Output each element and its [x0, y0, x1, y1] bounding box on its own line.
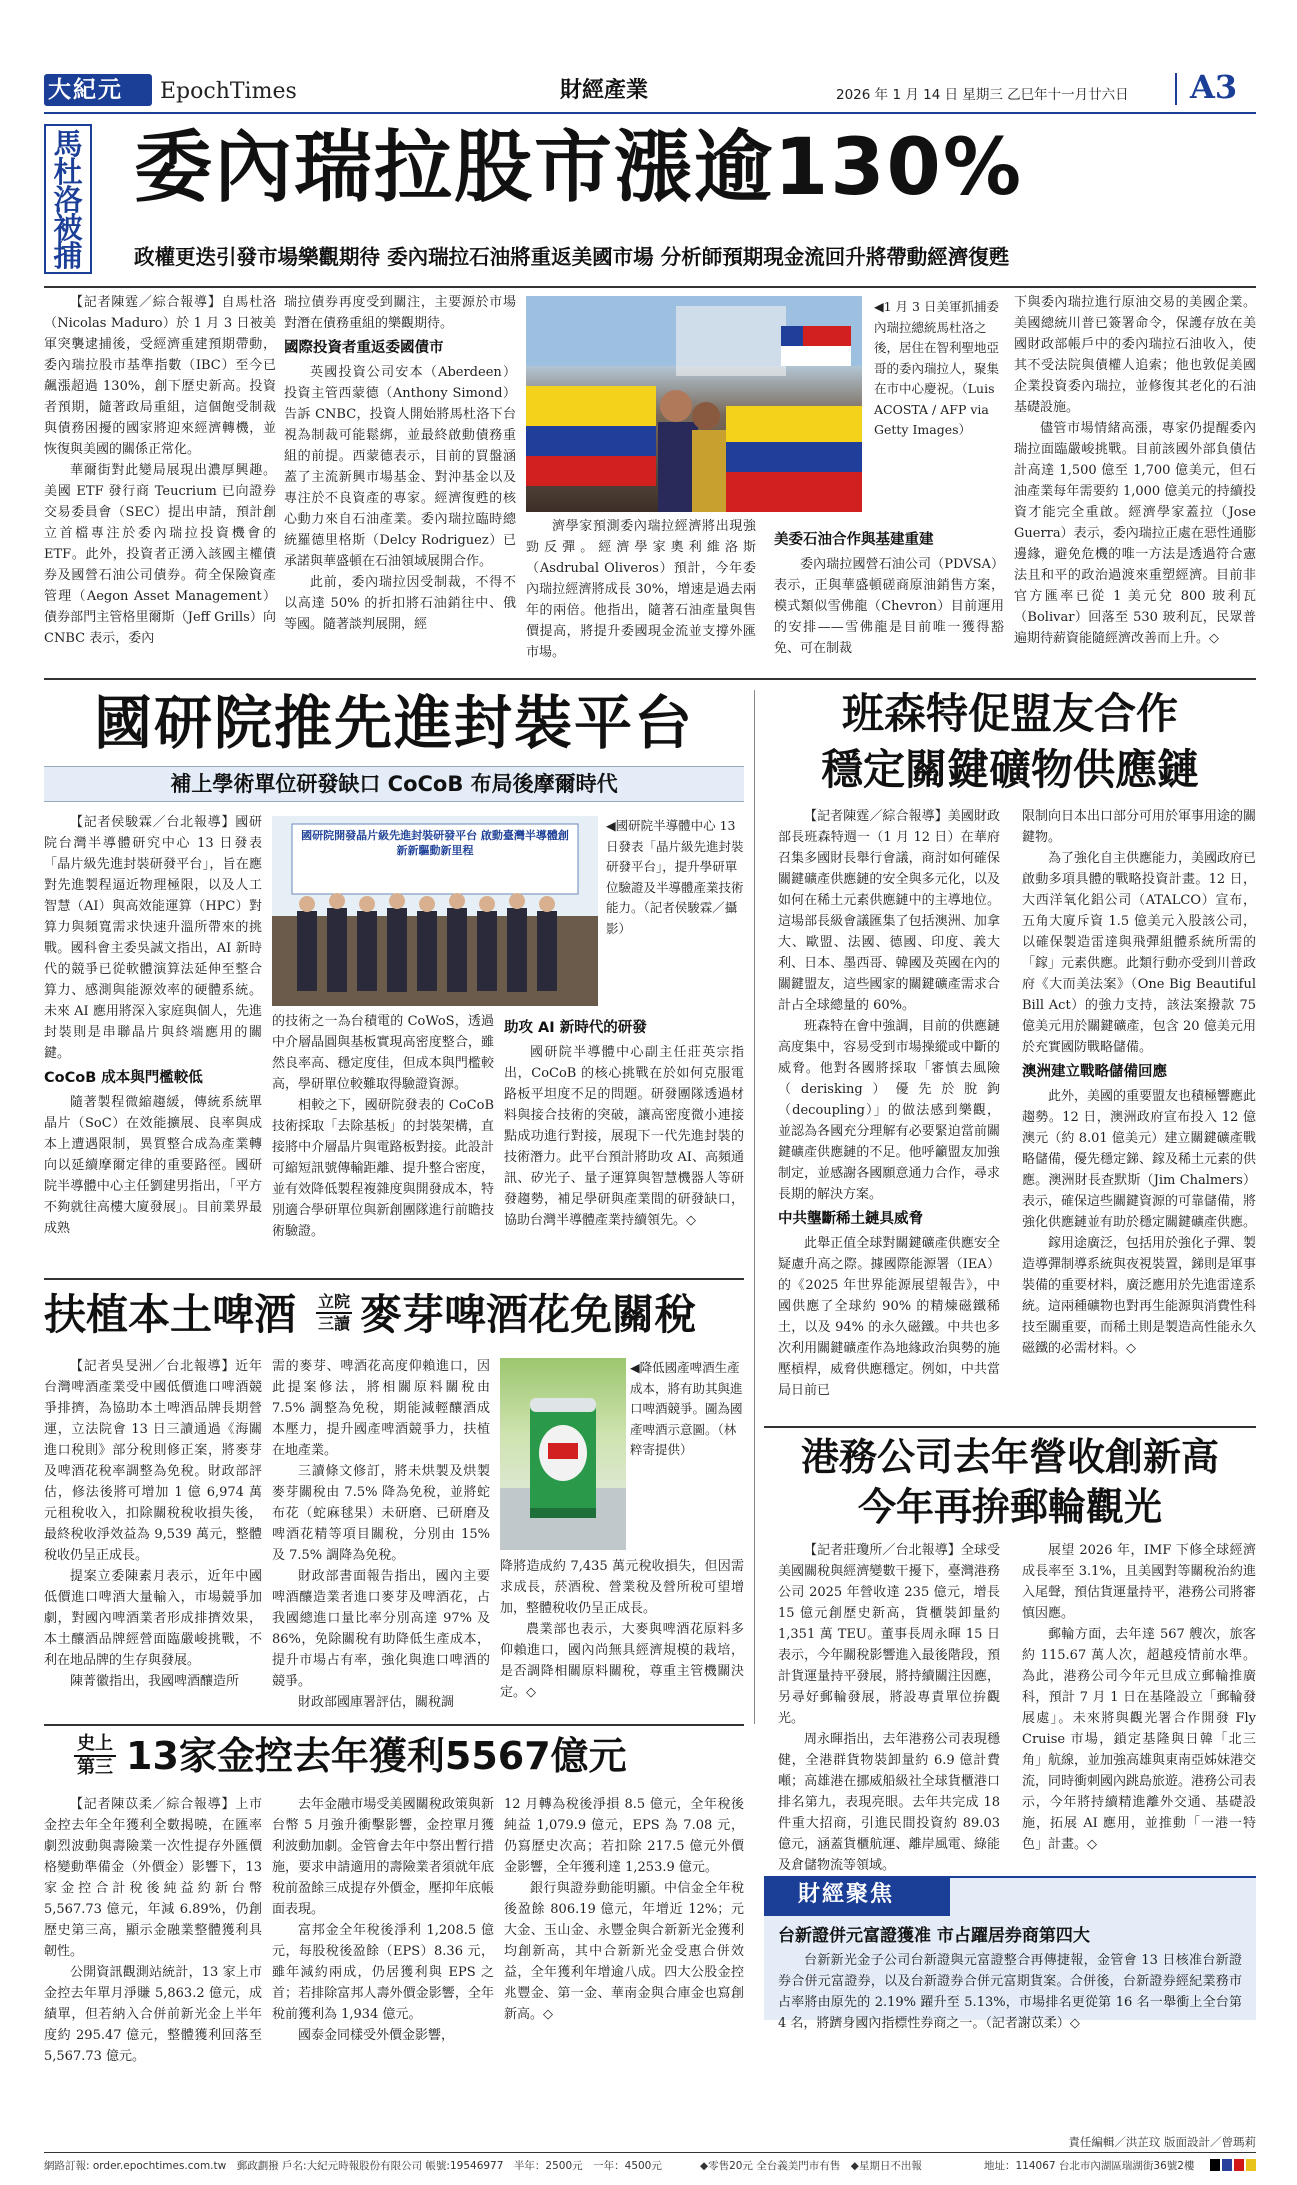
paragraph: 【記者陳霆／綜合報導】美國財政部長班森特週一（1 月 12 日）在華府召集多國財長舉行會議，商討如何確保關鍵礦產供應鏈的安全與多元化，以及如何在稀土元素供應鏈中的主導地位。這場部長級會議匯集了包括澳洲、加拿大、歐盟、法國、德國、印度、義大利、日本、墨西哥、韓國及英國在內的關鍵盟友，這些國家的關鍵礦產需求合計占全球總量的 60%。: [778, 809, 1000, 1013]
paragraph: 下與委內瑞拉進行原油交易的美國企業。美國總統川普已簽署命令，保護存放在美國財政部帳戶中的委內瑞拉石油收入，使其不受法院與債權人追索；他也敦促美國企業投資委內瑞拉，並修復其老化的石油基礎設施。: [1014, 295, 1256, 415]
story4-col1: [44, 1356, 262, 1692]
story3-headline-line1: 班森特促盟友合作: [841, 689, 1178, 738]
issue-date: 2026 年 1 月 14 日 星期三 乙巳年十一月廿六日: [836, 87, 1129, 103]
subhead: 助攻 AI 新時代的研發: [504, 1020, 647, 1036]
story1-caption: ◀1 月 3 日美軍抓捕委內瑞拉總統馬杜洛之後，居住在智利聖地亞哥的委內瑞拉人，聚集在市中心慶祝。（Luis ACOSTA / AFP via Getty Images）: [874, 299, 1000, 437]
story2-caption: ◀國研院半導體中心 13 日發表「晶片級先進封裝研發平台」，提升學研單位驗證及半導體產業技術能力。（記者侯駿霖／攝影）: [606, 818, 744, 936]
section-title: 財經產業: [560, 78, 649, 103]
section-rule: [44, 678, 1256, 680]
story5-headline-line2: 今年再拚郵輪觀光: [857, 1485, 1162, 1529]
story2-headline: 國研院推先進封裝平台: [93, 689, 694, 757]
paragraph: 財政部書面報告指出，國內主要啤酒釀造業者進口麥芽及啤酒花，占我國總進口量比率分別高達 97% 及 86%，免除關稅有助降低生產成本，提升市場占有率，強化與進口啤酒的競爭。: [272, 1569, 490, 1689]
beer-can-image: [500, 1358, 626, 1550]
paragraph: 【記者莊瓊所／台北報導】全球受美國關稅與經濟變數干擾下，臺灣港務公司 2025 年營收達 235 億元，增長 15 億元創歷史新高，貨櫃裝卸量約 1,351 萬 TEU。董事長周永暉 15 日表示，今年關稅影響進入最後階段，預計貨運量持平發展，將持續關注因應，另尋好郵輪發展，將設專責單位拚觀光。: [778, 1543, 1000, 1726]
paragraph: 隨著製程微縮趨緩，傳統系統單晶片（SoC）在效能擴展、良率與成本上遭遇限制，異質整合成為產業轉向以延續摩爾定律的重要路徑。國研院半導體中心主任劉建男指出，「平方不夠就往高樓大廈發展」。目前業界最成熟: [44, 1095, 262, 1236]
story1-col4: [774, 526, 1004, 659]
paragraph: 委內瑞拉國營石油公司（PDVSA）表示，正與華盛頓磋商原油銷售方案，模式類似雪佛龍（Chevron）目前運用的安排——雪佛龍是目前唯一獲得豁免、可在制裁: [774, 557, 1004, 656]
story1-col2: [284, 292, 516, 635]
subhead: 中共壟斷稀土鏈具威脅: [778, 1211, 923, 1227]
paragraph: 國研院半導體中心副主任莊英宗指出，CoCoB 的核心挑戰在於如何克服電路板平坦度不足的問題。研發團隊透過材料與接合技術的突破，讓高密度微小連接點成功進行對接，展現下一代先進封裝的技術潛力。此平台預計將助攻 AI、高頻通訊、矽光子、量子運算與智慧機器人等研發趨勢，補足學研與產業間的研發缺口，協助台灣半導體產業持續領先。◇: [504, 1045, 744, 1228]
story1-rule: [44, 286, 1256, 288]
venezuela-rally-image: [526, 296, 862, 512]
story2-col3: [504, 1014, 744, 1231]
paragraph: 【記者吳旻洲／台北報導】近年台灣啤酒產業受中國低價進口啤酒競爭排擠，為協助本土啤酒品牌長期營運，立法院會 13 日三讀通過《海關進口稅則》部分稅則修正案，將麥芽及啤酒花稅率調整為免稅。財政部評估，修法後將可增加 1 億 6,974 萬元租稅收入，扣除關稅稅收損失後，最終稅收淨效益為 9,539 萬元，整體稅收仍呈正成長。: [44, 1359, 262, 1563]
paragraph: 【記者陳霆／綜合報導】自馬杜洛（Nicolas Maduro）於 1 月 3 日被美軍突襲逮捕後，受經濟重建預期帶動，委內瑞拉股市基準指數（IBC）至今已飆漲超過 130%，創下歷史新高。投資者預期，隨著政局重組，這個飽受制裁與債務困擾的國家將迎來經濟轉機，並恢復與美國的關係正常化。: [44, 295, 276, 457]
paragraph: 瑞拉債券再度受到關注，主要源於市場對潛在債務重組的樂觀期待。: [284, 295, 516, 331]
paragraph: 相較之下，國研院發表的 CoCoB 技術採取「去除基板」的封裝架構，直接將中介層晶片與電路板對接。此設計可縮短訊號傳輸距離、提升整合密度，並有效降低製程複雜度與開發成本，特別適合學研單位與新創團隊進行前瞻技術驗證。: [272, 1098, 494, 1239]
story6-col3: [504, 1794, 744, 2025]
paragraph: 銀行與證券動能明顯。中信金全年稅後盈餘 806.19 億元，年增近 12%；元大金、玉山金、永豐金與合新新光金獲利均創新高，其中合新新光金受惠合併效益，全年獲利年增逾八成。四大公股金控兆豐金、第一金、華南金與合庫金也寫創新高。◇: [504, 1881, 744, 2022]
paragraph: 英國投資公司安本（Aberdeen）投資主管西蒙德（Anthony Simond）告訴 CNBC，投資人開始將馬杜洛下台視為制裁可能鬆綁，並最終啟動債務重組的前提。西蒙德表示，目前的買盤涵蓋了主流新興市場基金、對沖基金以及專注於不良資產的專家。經濟復甦的核心動力來自石油產業。委內瑞拉臨時總統羅德里格斯（Delcy Rodriguez）已承諾與華盛頓在石油領域展開合作。: [284, 365, 516, 569]
story6-tag: [74, 1733, 116, 1779]
paragraph: 農業部也表示，大麥與啤酒花原料多仰賴進口，國內尚無具經濟規模的栽培，是否調降相關原料關稅，尊重主管機關決定。◇: [500, 1622, 744, 1700]
focus-label: 財經聚焦: [798, 1882, 895, 1907]
footer-right: 地址：114067 台北市內湖區瑞湖街36號2樓: [984, 2160, 1195, 2172]
paragraph: 台新新光金子公司台新證與元富證整合再傳捷報，金管會 13 日核准台新證券合併元富證券，以及台新證券合併元富期貨案。合併後，台新證券經紀業務市占率將由原先的 2.19% 躍升至 5.13%，市場排名更從第 16 名一舉衝上全台第 4 名，將躋身國內指標性券商之一。（記者謝苡柔）◇: [778, 1953, 1242, 2031]
paragraph: 為了強化自主供應能力，美國政府已啟動多項具體的戰略投資計畫。12 日，大西洋氧化鋁公司（ATALCO）宣布，五角大廈斥資 1.5 億美元入股該公司，以確保製造雷達與飛彈組體系統所需的「鎵」元素供應。此類行動亦受到川普政府《大而美法案》（One Big Beautiful Bill Act）的強力支持，該法案撥款 75 億美元用於關鍵礦產，包含 20 億美元用於充實國防戰略儲備。: [1022, 851, 1257, 1055]
subhead: 澳洲建立戰略儲備回應: [1022, 1064, 1167, 1080]
story2-col1: [44, 812, 262, 1239]
story5-col2: [1022, 1540, 1256, 1855]
paragraph: 濟學家預測委內瑞拉經濟將出現強勁反彈。經濟學家奧利維洛斯（Asdrubal Oliveros）預計，今年委內瑞拉經濟將成長 30%，增速是過去兩年的兩倍。他指出，隨著石油產量與售價提高，將提升委國現金流並支撐外匯市場。: [526, 519, 756, 660]
kicker-box: [44, 124, 92, 274]
story6-col1: [44, 1794, 262, 2067]
paragraph: 儘管市場情緒高漲，專家仍提醒委內瑞拉面臨嚴峻挑戰。目前該國外部負債估計高達 1,500 億至 1,700 億美元，但石油產業每年需要約 1,000 億美元的持續投資才能完全重啟。經濟學家蓋拉（Jose Guerra）表示，委內瑞拉正處在惡性通膨邊緣，避免危機的唯一方法是透過符合憲法且和平的政治過渡來重塑經濟。目前非官方匯率已從 1 美元兌 800 玻利瓦（Bolivar）回落至 530 玻利瓦，民眾普遍期待薪資能隨經濟改善而上升。◇: [1014, 421, 1256, 646]
tag-line: 史上: [74, 1733, 116, 1757]
paragraph: 去年金融市場受美國關稅政策與新台幣 5 月強升衝擊影響，金控單月獲利波動加劇。金管會去年中祭出暫行措施，要求申請適用的壽險業者須就年底稅前盈餘三成提存外價金，壓抑年底帳面表現。: [272, 1797, 494, 1917]
tag-line: 立院: [316, 1292, 352, 1314]
color-swatches: [1210, 2159, 1256, 2171]
story4-tag: [316, 1292, 352, 1334]
photo-banner-text: 國研院開發晶片級先進封裝研發平台 啟動臺灣半導體創新新驅動新里程: [301, 829, 569, 857]
paragraph: 華爾街對此變局展現出濃厚興趣。美國 ETF 發行商 Teucrium 已向證券交易委員會（SEC）提出申請，預計創立首檔專注於委內瑞拉投資機會的 ETF。此外，投資者正湧入該國主權債券及國營石油公司債券。荷全保險資產管理（Aegon Asset Management）債券部門主管格里爾斯（Jeff Grills）向 CNBC 表示，委內: [44, 463, 276, 646]
story3-col2: [1022, 806, 1256, 1359]
story5-headline-line1: 港務公司去年營收創新高: [800, 1435, 1219, 1479]
paragraph: 富邦金全年稅後淨利 1,208.5 億元，每股稅後盈餘（EPS）8.36 元，雖年減約兩成，仍居獲利與 EPS 之首；若排除富邦人壽外價金影響，全年稅前獲利為 1,934 億元。: [272, 1923, 494, 2022]
logo-cn: 大紀元: [48, 77, 123, 103]
paragraph: 此外，美國的重要盟友也積極響應此趨勢。12 日，澳洲政府宣布投入 12 億澳元（約 8.01 億美元）建立關鍵礦產戰略儲備，優先穩定銻、鎵及稀土元素的供應。澳洲財長查默斯（Jim Chalmers）表示，確保這些關鍵資源的可靠儲備，將強化供應鏈並有助於穩定關鍵礦產供應。: [1022, 1089, 1257, 1230]
paragraph: 三讀條文修訂，將未烘製及烘製麥芽關稅由 7.5% 降為免稅，並將蛇布花（蛇麻毬果）未研磨、已研磨及啤酒花精等項目關稅，分別由 15% 及 7.5% 調降為免稅。: [272, 1464, 490, 1563]
story6-headline: 13家金控去年獲利5567億元: [126, 1734, 627, 1778]
paragraph: 公開資訊觀測站統計，13 家上市金控去年單月淨賺 5,863.2 億元，成績單，但若納入合併前新光金上半年度約 295.47 億元，整體獲利回落至 5,567.73 億元。: [44, 1965, 262, 2064]
paragraph: 此前，委內瑞拉因受制裁，不得不以高達 50% 的折扣將石油銷往中、俄等國。隨著談判展開，經: [284, 575, 516, 632]
paragraph: 財政部國庫署評估，關稅調: [298, 1695, 455, 1710]
story5-col1: [778, 1540, 1000, 1876]
tag-line: 第三: [77, 1757, 113, 1778]
section-rule: [44, 1278, 744, 1280]
story1-headline: 委內瑞拉股市漲逾130%: [134, 123, 1023, 213]
section-rule: [44, 1724, 744, 1726]
story1-col5: [1014, 292, 1256, 649]
focus-body: [778, 1950, 1242, 2034]
paragraph: 國泰金同樣受外價金影響，: [298, 2028, 455, 2043]
venezuela-rally-photo: [526, 296, 862, 512]
kicker-text: 馬杜洛被捕: [53, 127, 83, 273]
footer-left: 網路訂報: order.epochtimes.com.tw 郵政劃撥 戶名:大紀元時報股份有限公司 帳號:19546977 半年：2500元 一年：4500元: [44, 2160, 662, 2172]
page-number: A3: [1190, 68, 1238, 106]
paragraph: 提案立委陳素月表示，近年中國低價進口啤酒大量輸入，市場競爭加劇，對國內啤酒業者形成排擠效果，本土釀酒品牌經營面臨嚴峻挑戰，不利在地品牌的生存與發展。: [44, 1569, 262, 1668]
section-rule: [764, 1426, 1256, 1428]
story3-headline-line2: 穩定關鍵礦物供應鏈: [820, 745, 1199, 794]
paragraph: 12 月轉為稅後淨損 8.5 億元，全年稅後純益 1,079.9 億元，EPS 為 7.08 元，仍寫歷史次高；若扣除 217.5 億元外價金影響，全年獲利達 1,253.9 億元。: [504, 1797, 744, 1875]
footer-mid: ◆零售20元 全台義美門市有售 ◆星期日不出報: [700, 2160, 922, 2172]
story4-headline-right: 麥芽啤酒花免關稅: [360, 1290, 697, 1339]
story4-col2: [272, 1356, 490, 1713]
story4-col3: [500, 1556, 744, 1703]
focus-title: 台新證併元富證獲准 市占躍居券商第四大: [778, 1926, 1090, 1946]
masthead-rule: [44, 112, 1256, 114]
masthead-divider: [1175, 73, 1177, 105]
swatch-black: [1210, 2159, 1220, 2171]
swatch-blue: [1222, 2159, 1232, 2171]
beer-can-photo: [500, 1358, 626, 1550]
story1-col3: [526, 516, 756, 663]
paragraph: 【記者陳苡柔／綜合報導】上市金控去年全年獲利全數揭曉，在匯率劇烈波動與壽險業一次性提存外匯價格變動準備金（外價金）影響下，13 家金控合計稅後純益約新台幣 5,567.73 億元，年減 6.89%，仍創歷史第三高，顯示金融業整體獲利具韌性。: [44, 1797, 262, 1959]
story3-col1: [778, 806, 1000, 1401]
swatch-red: [1234, 2159, 1244, 2171]
story2-col2: [272, 1011, 494, 1242]
tag-line: 三讀: [317, 1314, 350, 1333]
semiconductor-event-photo: [272, 816, 598, 1006]
paragraph: 降將造成約 7,435 萬元稅收損失，但因需求成長，菸酒稅、營業稅及營所稅可望增加，整體稅收仍呈正成長。: [500, 1559, 744, 1616]
subhead: 國際投資者重返委國債市: [284, 340, 444, 356]
paragraph: 陳菁徽指出，我國啤酒釀造所: [70, 1674, 240, 1689]
story1-col1: [44, 292, 276, 649]
paragraph: 郵輪方面，去年達 567 艘次，旅客約 115.67 萬人次，超越疫情前水準。為此，港務公司今年元旦成立郵輪推廣科，預計 7 月 1 日在基隆設立「郵輪發展處」。未來將與觀光署合作開發 Fly Cruise 市場，鎖定基隆與日韓「北三角」航線，並加強高雄與東南亞姊妹港交流，同時衝刺國內跳島旅遊。港務公司表示，今年將持續精進離外交通、基礎設施，拓展 AI 應用，並推動「一港一特色」計畫。◇: [1022, 1627, 1257, 1852]
column-divider: [754, 690, 755, 1724]
paragraph: 的技術之一為台積電的 CoWoS，透過中介層晶圓與基板實現高密度整合，雖然良率高、穩定度佳，但成本與門檻較高，學研單位較難取得驗證資源。: [272, 1014, 494, 1092]
story4-headline-left: 扶植本土啤酒: [44, 1290, 297, 1339]
editor-credit: 責任編輯／洪芷玟 版面設計／曾瑪莉: [1068, 2135, 1256, 2149]
paragraph: 需的麥芽、啤酒花高度仰賴進口，因此提案修法，將相關原料關稅由 7.5% 調整為免稅，期能減輕釀酒成本壓力，提升國產啤酒競爭力，扶植在地產業。: [272, 1359, 490, 1458]
logo-en: EpochTimes: [160, 79, 297, 104]
masthead: [0, 0, 1297, 120]
paragraph: 限制向日本出口部分可用於軍事用途的關鍵物。: [1022, 809, 1257, 845]
story2-deck: 補上學術單位研發缺口 CoCoB 布局後摩爾時代: [170, 772, 618, 796]
paragraph: 此舉正值全球對關鍵礦產供應安全疑慮升高之際。據國際能源署（IEA）的《2025 年世界能源展望報告》，中國供應了全球約 90% 的精煉磁鐵稀土，以及 94% 的永久磁鐵。中共也多次利用關鍵礦產作為地緣政治與勢的施壓槓桿，威脅供應穩定。例如，中共當局日前已: [778, 1236, 1000, 1398]
subhead: CoCoB 成本與門檻較低: [44, 1070, 203, 1086]
story4-caption: ◀降低國產啤酒生產成本，將有助其與進口啤酒競爭。圖為國產啤酒示意圖。（林粹寄提供）: [630, 1360, 743, 1457]
paragraph: 班森特在會中強調，目前的供應鏈高度集中，容易受到市場操縱或中斷的威脅。他對各國將採取「審慎去風險（derisking）優先於脫鉤（decoupling）」的做法感到樂觀，並認為各國充分理解有必要緊迫當前關鍵礦產供應鏈的不足。他呼籲盟友加強制定，並感謝各國願意通力合作，尋求長期的解決方案。: [778, 1019, 1000, 1202]
story1-deck: 政權更迭引發市場樂觀期待 委內瑞拉石油將重返美國市場 分析師預期現金流回升將帶動經濟復甦: [134, 245, 1010, 269]
paragraph: 鎵用途廣泛，包括用於強化子彈、製造導彈制導系統與夜視裝置，銻則是軍事裝備的重要材料，廣泛應用於先進雷達系統。這兩種礦物也對再生能源與消費性科技至關重要，而稀土則是製造高性能永久磁鐵的必需材料。◇: [1022, 1236, 1257, 1356]
subhead: 美委石油合作與基建重建: [774, 532, 934, 548]
story6-col2: [272, 1794, 494, 2046]
paragraph: 【記者侯駿霖／台北報導】國研院台灣半導體研究中心 13 日發表「晶片級先進封裝研發平台」，旨在應對先進製程逼近物理極限，以及人工智慧（AI）與高效能運算（HPC）對算力與頻寬需求快速升溫所帶來的挑戰。國科會主委吳誠文指出，AI 新時代的競爭已從軟體演算法延伸至整合算力、感測與能源效率的硬體系統。未來 AI 應用將深入家庭與個人，先進封裝則是串聯晶片與終端應用的關鍵。: [44, 815, 262, 1061]
paragraph: 展望 2026 年，IMF 下修全球經濟成長率至 3.1%，且美國對等關稅治約進入尾聲，預估貨運量持平，港務公司將審慎因應。: [1022, 1543, 1257, 1621]
footer-rule: [44, 2152, 1256, 2153]
swatch-yellow: [1246, 2159, 1256, 2171]
paragraph: 周永暉指出，去年港務公司表現穩健，全港群貨物裝卸量約 6.9 億計費噸；高雄港在挪威船級社全球貨櫃港口排名第九，表現亮眼。去年共完成 18 件重大招商，引進民間投資約 89.03 億元，涵蓋貨櫃航運、離岸風電、綠能及倉儲物流等領域。: [778, 1732, 1000, 1873]
